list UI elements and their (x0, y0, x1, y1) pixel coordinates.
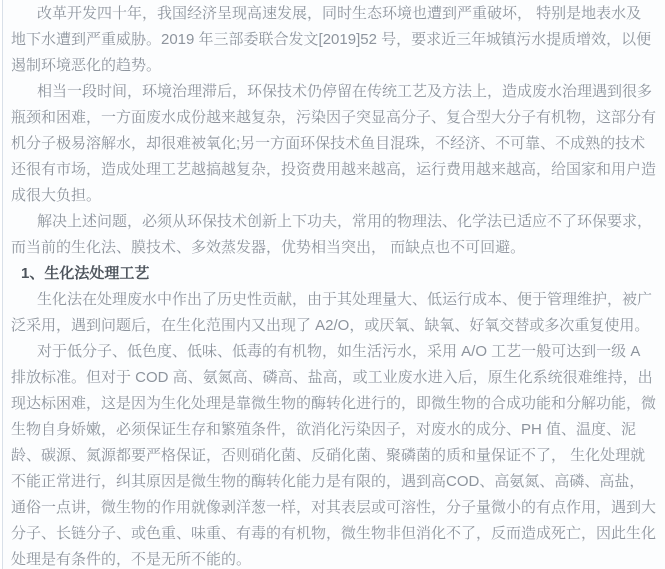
paragraph-treatment-lag: 相当一段时间，环境治理滞后，环保技术仍停留在传统工艺及方法上，造成废水治理遇到很多瓶颈和困难，一方面废水成份越来越复杂，污染因子突显高分子、复合型大分子有机物，这部分有机分子极易溶解水，却很难被氧化;另一方面环保技术鱼目混珠，不经济、不可靠、不成熟的技术还很有市场，造成处理工艺越搞越复杂，投资费用越来越高，运行费用越来越高，给国家和用户造成很大负担。 (11, 83, 657, 204)
paragraph-biochemical-contribution: 生化法在处理废水中作出了历史性贡献，由于其处理量大、低运行成本、便于管理维护，被广泛采用，遇到问题后，在生化范围内又出现了 A2/O，或厌氧、缺氧、好氧交替或多次重复使用。 (11, 291, 653, 334)
paragraph-reform-overview: 改革开发四十年，我国经济呈现高速发展，同时生态环境也遭到严重破坏， 特别是地表水及地下水遭到严重威胁。2019 年三部委联合发文[2019]52 号，要求近三年城镇污水提质增效，以便遏制环境恶化的趋势。 (11, 5, 652, 74)
document-page (2, 0, 665, 569)
paragraph-solution-overview: 解决上述问题，必须从环保技术创新上下功夫，常用的物理法、化学法已适应不了环保要求，而当前的生化法、膜技术、多效蒸发器，优势相当突出， 而缺点也不可回避。 (11, 213, 653, 256)
paragraph-biochemical-limits: 对于低分子、低色度、低味、低毒的有机物，如生活污水，采用 A/O 工艺一般可达到一级 A 排放标准。但对于 COD 高、氨氮高、磷高、盐高，或工业废水进入后，原生化系统很难维持，出现达标困难，这是因为生化处理是靠微生物的酶转化进行的，即微生物的合成功能和分解功能，微生物自身娇嫩，必须保证生存和繁殖条件，欲消化污染因子，对废水的成分、PH 值、温度、泥龄、碳源、氮源都要严格保证，否则硝化菌、反硝化菌、聚磷菌的质和量保证不了， 生化处理就不能正常进行，纠其原因是微生物的酶转化能力是有限的，遇到高COD、高氨氮、高磷、高盐，通俗一点讲，微生物的作用就像剥洋葱一样，对其表层或可溶性，分子量微小的有点作用，遇到大分子、长链分子、或色重、味重、有毒的有机物，微生物非但消化不了，反而造成死亡，因此生化处理是有条件的，不是无所不能的。 (11, 343, 657, 568)
section-heading-biochemical-process: 1、生化法处理工艺 (21, 265, 150, 282)
